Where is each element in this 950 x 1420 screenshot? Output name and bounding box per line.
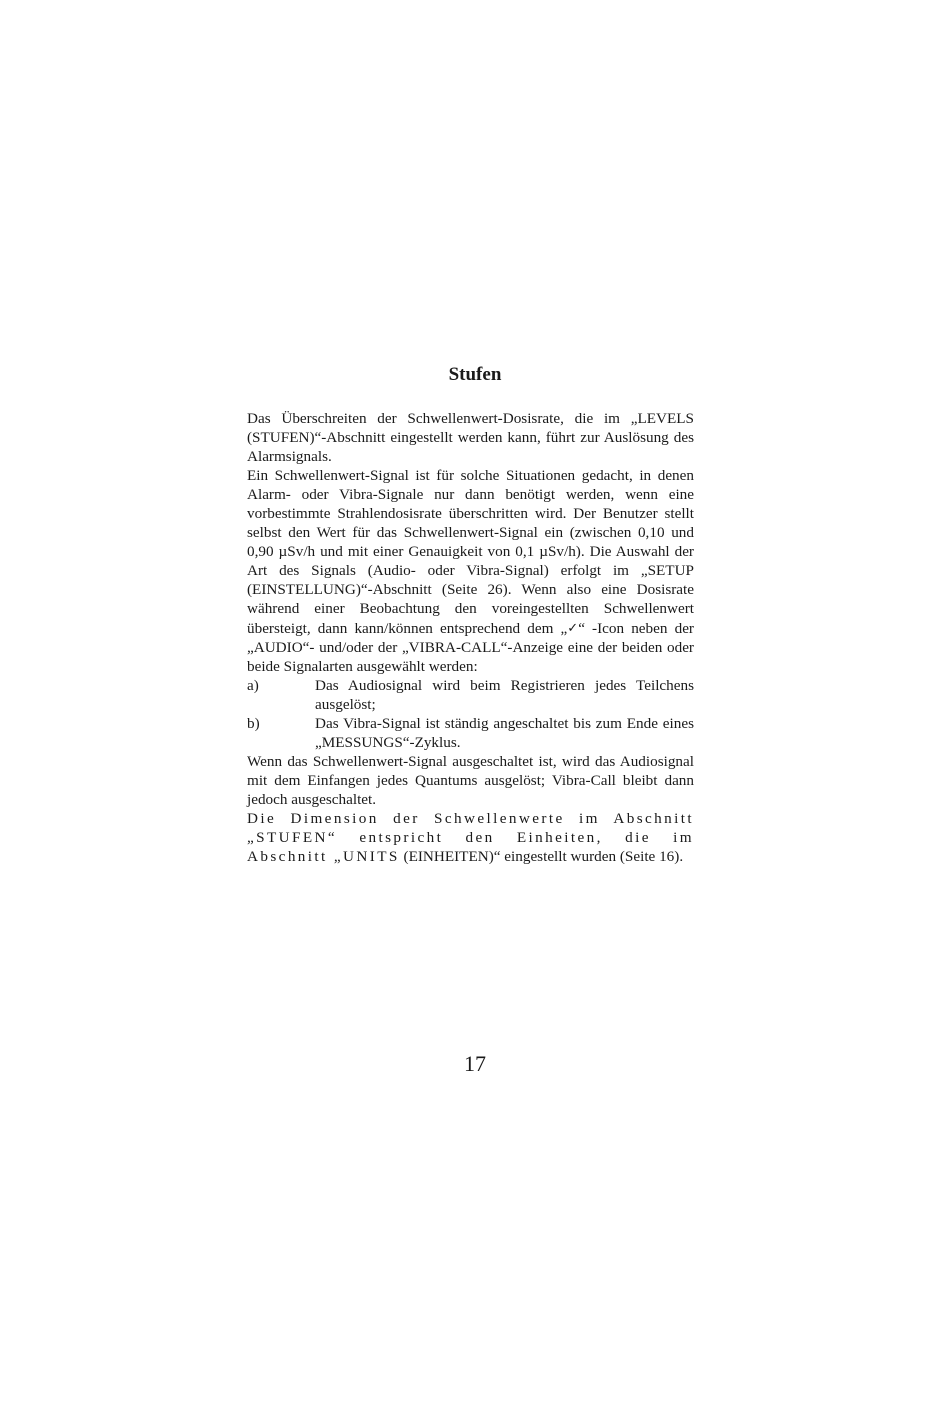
list-item-text: Das Audiosignal wird beim Registrieren jedes Teilchens ausgelöst; bbox=[315, 677, 694, 713]
list-item-letter: b) bbox=[247, 715, 260, 732]
section-title: Stufen bbox=[448, 364, 502, 385]
list-item-text: Das Vibra-Signal ist ständig angeschaltet bis zum Ende eines „MESSUNGS“-Zyklus. bbox=[315, 715, 694, 751]
paragraph-dimension-text-2: (EINHEITEN)“ eingestellt wurden (Seite 16). bbox=[403, 848, 684, 865]
list-item bbox=[247, 714, 694, 752]
check-icon: ✓ bbox=[567, 620, 579, 635]
paragraph-signal-off: Wenn das Schwellenwert-Signal ausgeschaltet ist, wird das Audiosignal mit dem Einfangen jedes Quantums ausgelöst; Vibra-Call bleibt dann jedoch ausgeschaltet. bbox=[247, 753, 694, 808]
paragraph-dimension bbox=[247, 809, 694, 866]
paragraph-threshold-signal-text-2: “ -Icon neben der „AUDIO“- und/oder der „VIBRA-CALL“-Anzeige eine der beiden oder beide Signalarten ausgewählt werden: bbox=[247, 620, 694, 675]
paragraph-dimension-text-1: Die Dimension der Schwellenwerte im Abschnitt „STUFEN“ entspricht den Einheiten, die im Abschnitt „UNITS bbox=[247, 810, 694, 865]
page-number: 17 bbox=[464, 1051, 486, 1076]
paragraph-threshold-signal bbox=[247, 466, 694, 676]
paragraph-intro: Das Überschreiten der Schwellenwert-Dosisrate, die im „LEVELS (STUFEN)“-Abschnitt eingestellt werden kann, führt zur Auslösung des Alarmsignals. bbox=[247, 410, 694, 465]
paragraph-threshold-signal-text-1: Ein Schwellenwert-Signal ist für solche Situationen gedacht, in denen Alarm- oder Vibra-Signale nur dann benötigt werden, wenn eine vorbestimmte Strahlendosisrate überschritten wird. Der Benutzer stellt selbst den Wert für das Schwellenwert-Signal ein (zwischen 0,10 und 0,90 µSv/h und mit einer Genauigkeit von 0,1 µSv/h). Die Auswahl der Art des Signals (Audio- oder Vibra-Signal) erfolgt im „SETUP (EINSTELLUNG)“-Abschnitt (Seite 26). Wenn also eine Dosisrate während einer Beobachtung den voreingestellten Schwellenwert übersteigt, dann kann/können entsprechend dem „ bbox=[247, 467, 694, 637]
list-item bbox=[247, 676, 694, 714]
body-text bbox=[247, 409, 694, 866]
list-item-letter: a) bbox=[247, 677, 259, 694]
